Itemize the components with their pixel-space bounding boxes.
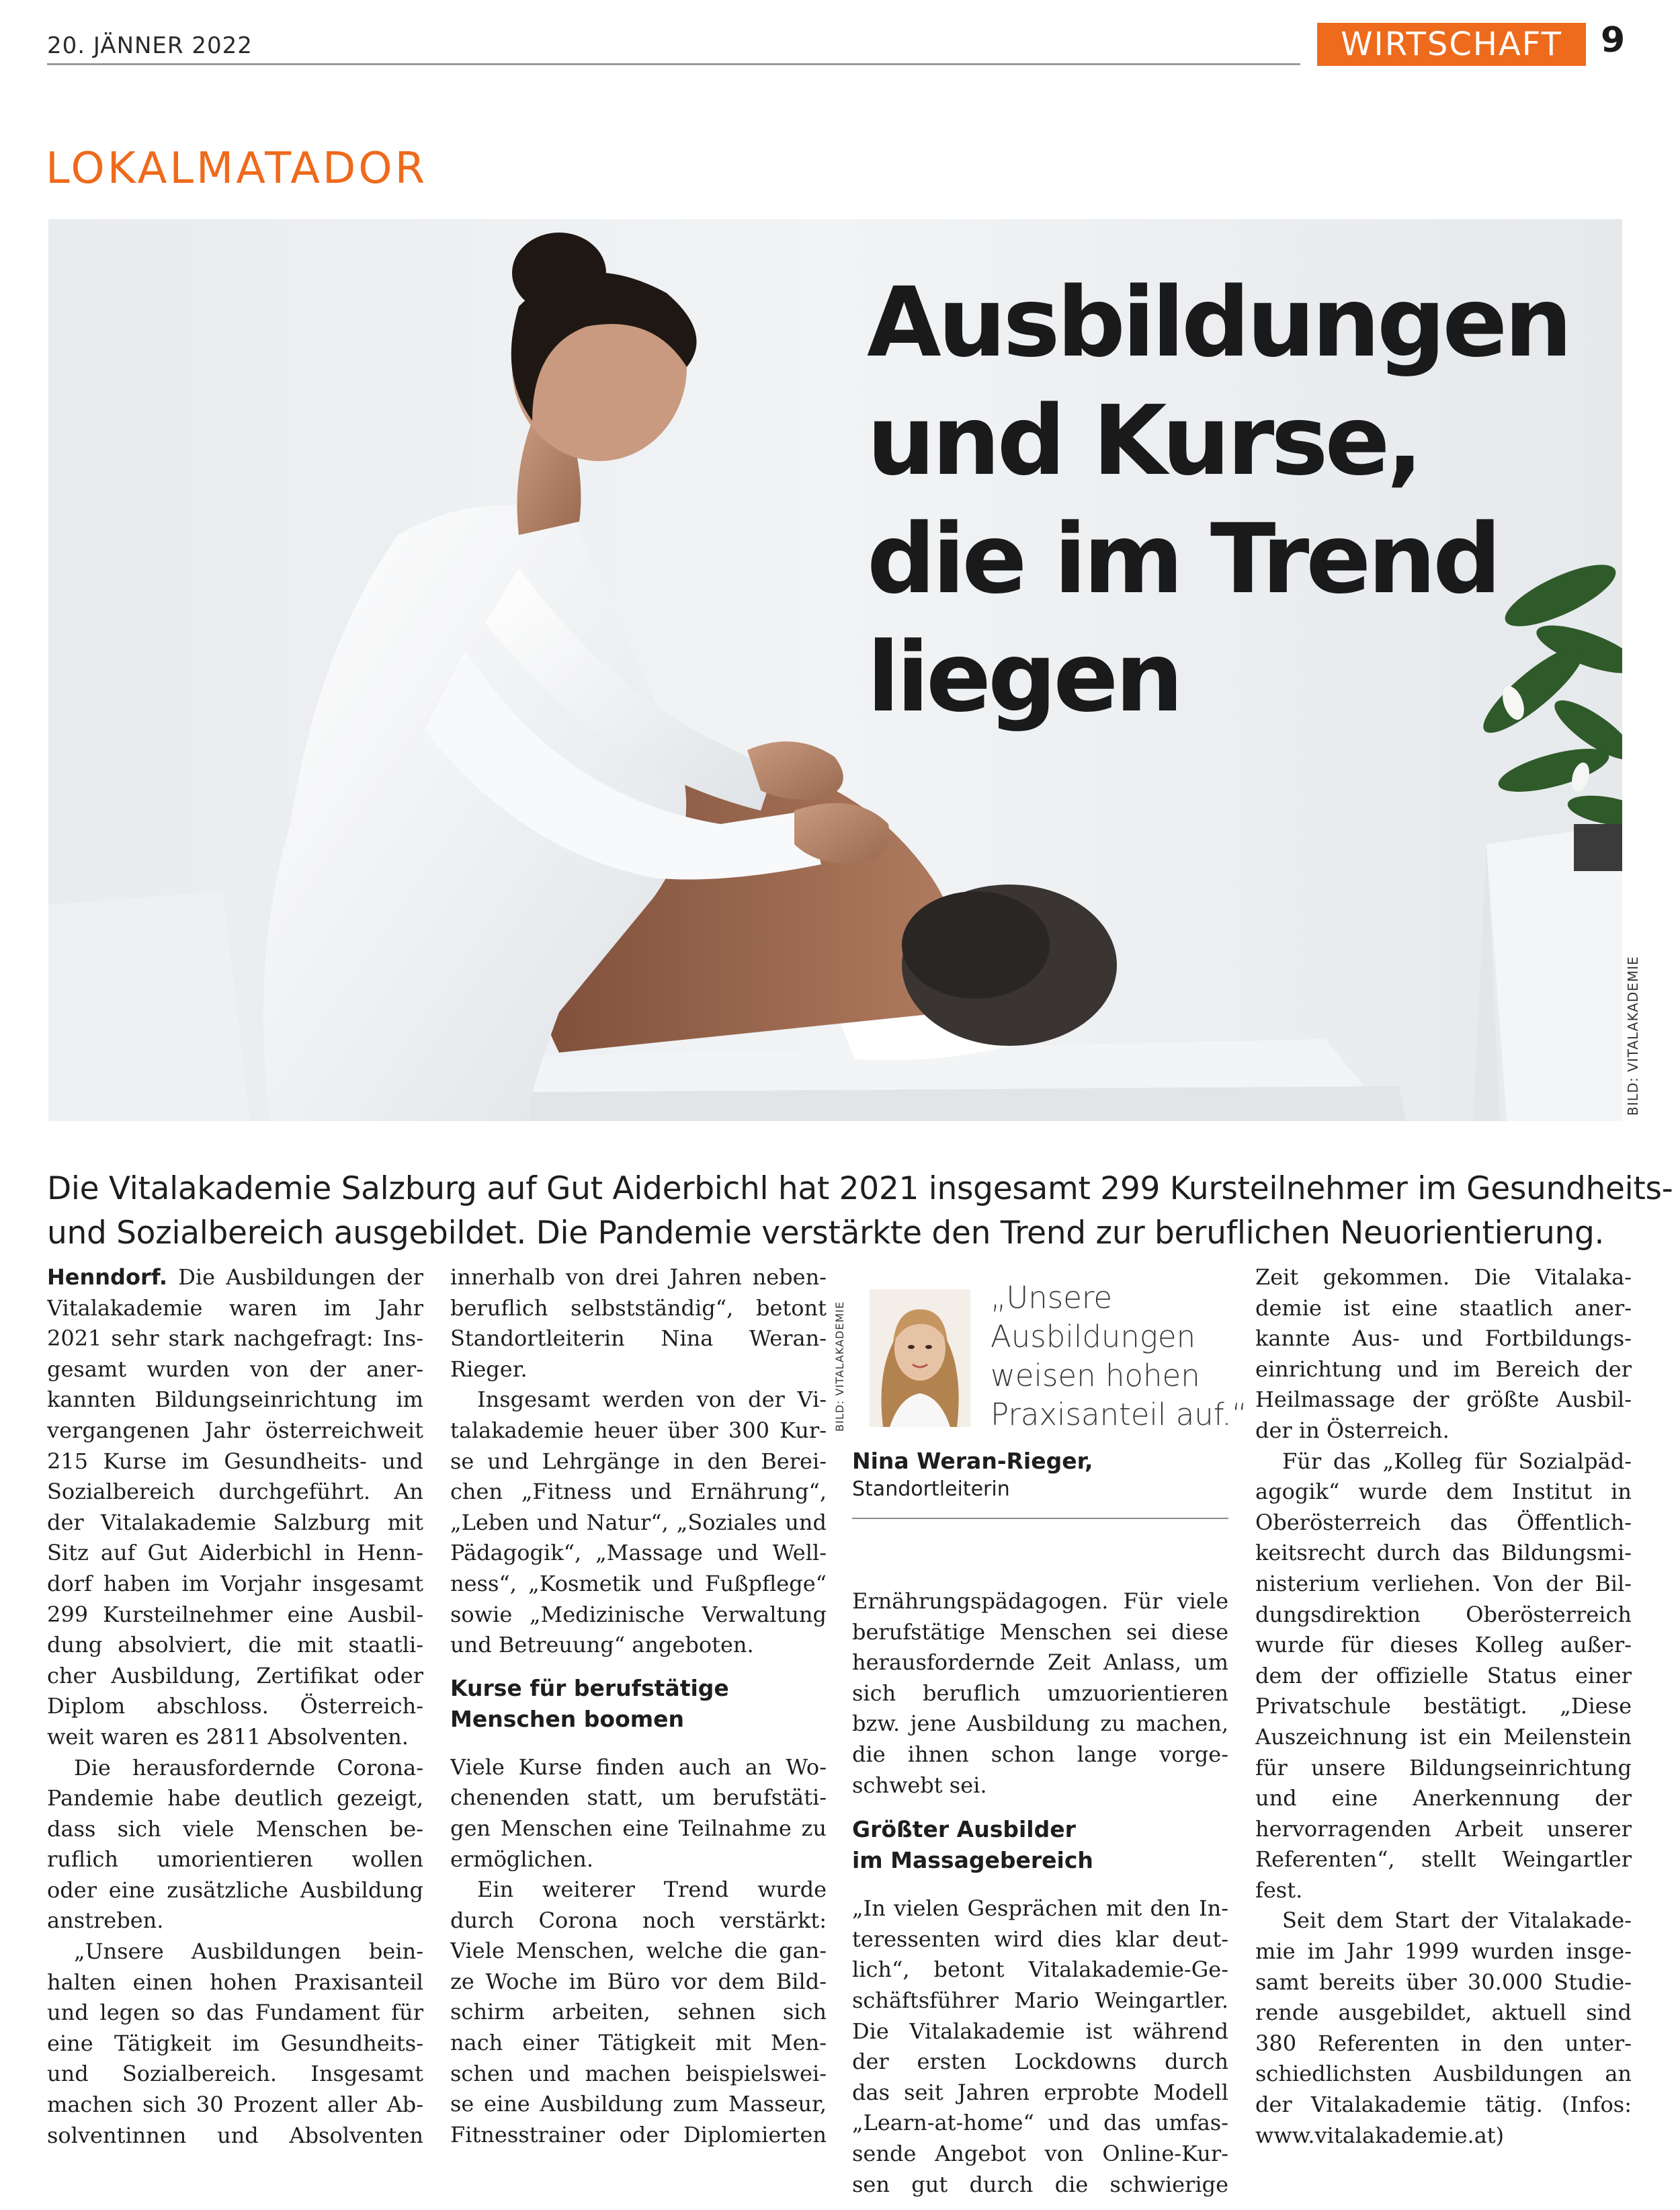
body-line: gesamt wurden von der aner- — [47, 1356, 423, 1382]
body-line: das seit Jahren erprobte Modell — [852, 2079, 1228, 2105]
body-line: wurde für dieses Kolleg außer- — [1255, 1632, 1632, 1658]
photo-credit: BILD: VITALAKADEMIE — [1625, 956, 1641, 1116]
pull-quote-line: weisen hohen — [991, 1358, 1200, 1393]
body-line: kannten Bildungseinrichtung im — [47, 1387, 423, 1413]
body-line: Standortleiterin Nina Weran- — [450, 1325, 827, 1352]
body-line: schwebt sei. — [852, 1772, 987, 1798]
body-line: talakademie heuer über 300 Kur- — [450, 1417, 827, 1443]
lead-line: und Sozialbereich ausgebildet. Die Pandemie verstärkte den Trend zur beruflichen Neuorientierung. — [47, 1215, 1605, 1252]
body-line: schirm arbeiten, sehnen sich — [450, 1999, 827, 2025]
body-line: Die Vitalakademie ist während — [852, 2018, 1228, 2044]
subheading: Menschen boomen — [450, 1705, 684, 1732]
body-line: dungsdirektion Oberösterreich — [1255, 1601, 1632, 1627]
body-line: „In vielen Gesprächen mit den In- — [852, 1895, 1228, 1922]
body-line: lich“, betont Vitalakademie-Ge- — [852, 1957, 1228, 1983]
body-line: teressenten wird dies klar deut- — [852, 1926, 1228, 1952]
body-line: dorf haben im Vorjahr insgesamt — [47, 1570, 423, 1596]
body-line: schiedlichsten Ausbildungen an — [1255, 2061, 1632, 2087]
body-line: Pädagogik“, „Massage und Well- — [450, 1540, 827, 1566]
body-line: innerhalb von drei Jahren neben- — [450, 1264, 827, 1290]
body-line: Rieger. — [450, 1356, 528, 1382]
body-line: demie ist eine staatlich aner- — [1255, 1295, 1632, 1321]
body-line: Auszeichnung ist ein Meilenstein — [1255, 1723, 1632, 1750]
body-line: mie im Jahr 1999 wurden insge- — [1255, 1938, 1632, 1965]
body-line: Diplom abschloss. Österreich- — [47, 1693, 423, 1719]
body-line: und Sozialbereich. Insgesamt — [47, 2061, 423, 2087]
body-line: hervorragenden Arbeit unserer — [1255, 1815, 1632, 1842]
pull-quote — [991, 1278, 1246, 1434]
quote-author-role: Standortleiterin — [852, 1477, 1010, 1501]
body-line: gen Menschen eine Teilnahme zu — [450, 1815, 827, 1841]
body-line: schäftsführer Mario Weingartler. — [852, 1987, 1228, 2013]
body-line: der Vitalakademie tätig. (Infos: — [1255, 2092, 1632, 2118]
body-line: 299 Kursteilnehmer eine Ausbil- — [47, 1601, 423, 1627]
quote-divider — [852, 1518, 1228, 1519]
pull-quote-line: Ausbildungen — [991, 1319, 1196, 1354]
body-line: der in Österreich. — [1255, 1417, 1450, 1443]
body-line: und Betreuung“ angeboten. — [450, 1632, 754, 1658]
body-line: Heilmassage der größte Ausbil- — [1255, 1387, 1632, 1413]
body-line: keitsrecht durch das Bildungsmi- — [1255, 1540, 1632, 1566]
body-line: der Vitalakademie Salzburg mit — [47, 1509, 423, 1535]
body-line: fest. — [1255, 1877, 1303, 1903]
lead-line: Die Vitalakademie Salzburg auf Gut Aiderbichl hat 2021 insgesamt 299 Kursteilnehmer im Gesundheits- — [47, 1170, 1673, 1207]
pull-quote-line: „Unsere — [991, 1280, 1113, 1315]
body-line: sende Angebot von Online-Kur- — [852, 2140, 1228, 2166]
body-line: und legen so das Fundament für — [47, 2000, 423, 2026]
header-rule — [47, 63, 1300, 65]
body-line: ermöglichen. — [450, 1846, 594, 1872]
body-line: vergangenen Jahr österreichweit — [47, 1417, 423, 1443]
body-line: ruflich umorientieren wollen — [47, 1846, 423, 1873]
body-line: Insgesamt werden von der Vi- — [477, 1387, 827, 1413]
body-line: 2021 sehr stark nachgefragt: Ins- — [47, 1325, 423, 1352]
headline-line: und Kurse, — [867, 384, 1420, 497]
body-line: agogik“ wurde dem Institut in — [1255, 1479, 1632, 1505]
body-line: solventinnen und Absolventen — [47, 2122, 423, 2148]
body-line: Vitalakademie waren im Jahr — [47, 1295, 423, 1321]
body-line: einrichtung und im Bereich der — [1255, 1356, 1632, 1382]
issue-date: 20. JÄNNER 2022 — [47, 32, 253, 59]
body-line: rende ausgebildet, aktuell sind — [1255, 2000, 1632, 2026]
portrait-photo — [870, 1289, 970, 1427]
body-line: Seit dem Start der Vitalakade- — [1282, 1908, 1632, 1934]
headline-line: liegen — [867, 621, 1181, 733]
body-line: anstreben. — [47, 1908, 164, 1934]
body-line: chenenden statt, um berufstäti- — [450, 1785, 827, 1811]
body-line: oder eine zusätzliche Ausbildung — [47, 1877, 423, 1903]
body-line: bzw. jene Ausbildung zu machen, — [852, 1711, 1228, 1737]
body-line: Zeit gekommen. Die Vitalaka- — [1255, 1264, 1632, 1290]
body-column-1 — [47, 1262, 423, 2151]
body-line: eine Tätigkeit im Gesundheits- — [47, 2030, 423, 2056]
body-line: www.vitalakademie.at) — [1255, 2122, 1505, 2148]
body-line: 215 Kurse im Gesundheits- und — [47, 1448, 423, 1474]
body-line: für unsere Bildungseinrichtung — [1255, 1754, 1632, 1781]
pull-quote-line: Praxisanteil auf.“ — [991, 1397, 1248, 1432]
headline-line: Ausbildungen — [867, 266, 1570, 378]
body-line: sowie „Medizinische Verwaltung — [450, 1601, 827, 1627]
body-column-2 — [450, 1262, 827, 2150]
lead-paragraph — [47, 1167, 1673, 1256]
body-line: sich beruflich umzuorientieren — [852, 1680, 1228, 1706]
body-line: Fitnesstrainer oder Diplomierten — [450, 2121, 827, 2147]
headline-line: die im Trend — [867, 503, 1499, 615]
body-column-4 — [1255, 1262, 1632, 2151]
body-line: „Unsere Ausbildungen bein- — [74, 1938, 423, 1965]
body-column-3 — [852, 1586, 1228, 2200]
body-line: durch Corona noch verstärkt: — [450, 1907, 827, 1933]
body-line: chen „Fitness und Ernährung“, — [450, 1479, 827, 1505]
body-line: Sozialbereich durchgeführt. An — [47, 1479, 423, 1505]
section-label: WIRTSCHAFT — [1317, 23, 1586, 66]
body-line: kannte Aus- und Fortbildungs- — [1255, 1325, 1632, 1352]
body-line: Die herausfordernde Corona- — [74, 1754, 423, 1781]
page-number: 9 — [1601, 20, 1626, 60]
subheading: im Massagebereich — [852, 1847, 1093, 1874]
body-line: Oberösterreich das Öffentlich- — [1255, 1509, 1632, 1535]
body-line: Viele Menschen, welche die gan- — [450, 1938, 827, 1964]
body-line: halten einen hohen Praxisanteil — [47, 1969, 423, 1995]
body-line: se und Lehrgänge in den Berei- — [450, 1448, 827, 1474]
body-line: dem der offizielle Status einer — [1255, 1662, 1632, 1688]
subheading: Größter Ausbilder — [852, 1816, 1076, 1843]
body-line: herausfordernde Zeit Anlass, um — [852, 1649, 1228, 1676]
body-line: dass sich viele Menschen be- — [47, 1815, 423, 1842]
subheading: Kurse für berufstätige — [450, 1674, 729, 1701]
quote-author-name: Nina Weran-Rieger, — [852, 1448, 1093, 1474]
body-line: sen gut durch die schwierige — [852, 2171, 1228, 2197]
body-line: Für das „Kolleg für Sozialpäd- — [1282, 1448, 1632, 1474]
body-line: Privatschule bestätigt. „Diese — [1255, 1693, 1632, 1719]
body-line: Ein weiterer Trend wurde — [477, 1877, 827, 1903]
body-line: Ernährungspädagogen. Für viele — [852, 1588, 1228, 1614]
kicker: LOKALMATADOR — [46, 144, 428, 194]
body-line: 380 Referenten in den unter- — [1255, 2030, 1632, 2056]
body-line: samt bereits über 30.000 Studie- — [1255, 1969, 1632, 1995]
body-line: Sitz auf Gut Aiderbichl in Henn- — [47, 1540, 423, 1566]
body-line: schen und machen beispielswei- — [450, 2060, 827, 2086]
portrait-illustration — [870, 1289, 970, 1427]
body-line: „Leben und Natur“, „Soziales und — [450, 1509, 827, 1535]
body-line: machen sich 30 Prozent aller Ab- — [47, 2092, 423, 2118]
body-line: ze Woche im Büro vor dem Bild- — [450, 1968, 827, 1994]
body-line: dung absolviert, die mit staatli- — [47, 1632, 423, 1658]
body-line: der ersten Lockdowns durch — [852, 2049, 1228, 2075]
body-line: Pandemie habe deutlich gezeigt, — [47, 1785, 423, 1811]
body-line: Die Ausbildungen der — [178, 1264, 423, 1290]
body-line: „Learn-at-home“ und das umfas- — [852, 2110, 1228, 2136]
body-line: beruflich selbstständig“, betont — [450, 1295, 827, 1321]
body-line: berufstätige Menschen sei diese — [852, 1619, 1228, 1645]
body-line: cher Ausbildung, Zertifikat oder — [47, 1662, 423, 1688]
portrait-credit: BILD: VITALAKADEMIE — [833, 1301, 846, 1432]
headline — [867, 263, 1593, 737]
body-line: nisterium verliehen. Von der Bil- — [1255, 1570, 1632, 1596]
body-line: weit waren es 2811 Absolventen. — [47, 1723, 409, 1750]
dateline: Henndorf. — [47, 1264, 168, 1290]
body-line: und eine Anerkennung der — [1255, 1785, 1632, 1811]
body-line: ness“, „Kosmetik und Fußpflege“ — [450, 1570, 827, 1596]
body-line: Referenten“, stellt Weingartler — [1255, 1846, 1632, 1873]
body-line: Viele Kurse finden auch an Wo- — [450, 1754, 827, 1780]
body-line: se eine Ausbildung zum Masseur, — [450, 2091, 827, 2117]
body-line: nach einer Tätigkeit mit Men- — [450, 2030, 827, 2056]
body-line: die ihnen schon lange vorge- — [852, 1741, 1228, 1767]
